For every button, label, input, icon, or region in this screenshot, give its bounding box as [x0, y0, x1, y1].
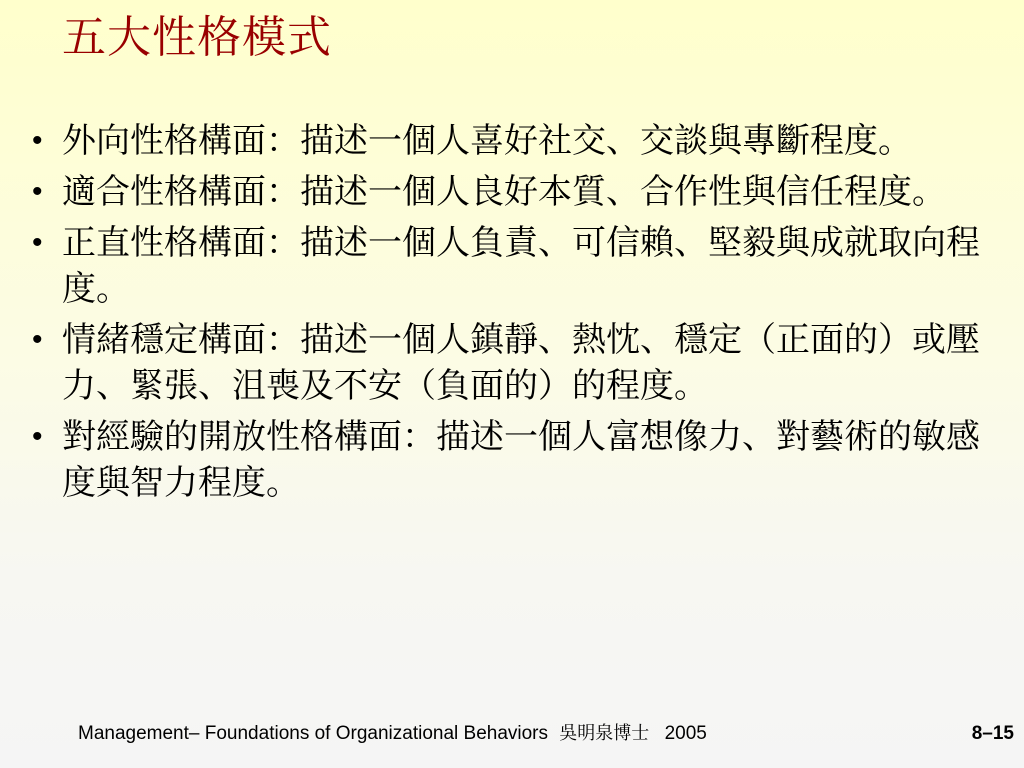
- bullet-text: 情緒穩定構面：描述一個人鎮靜、熱忱、穩定（正面的）或壓力、緊張、沮喪及不安（負面的）的程度。: [62, 320, 980, 406]
- footer-course: Management– Foundations of Organizational Behaviors: [78, 723, 549, 744]
- slide-title: 五大性格模式: [62, 12, 332, 63]
- bullet-icon: •: [32, 323, 43, 356]
- footer-author: 吳明泉博士: [559, 723, 650, 744]
- bullet-icon: •: [32, 420, 43, 453]
- bullet-item: [30, 169, 980, 215]
- bullet-text: 適合性格構面：描述一個人良好本質、合作性與信任程度。: [62, 172, 946, 212]
- footer-year: 2005: [664, 723, 707, 744]
- bullet-text: 對經驗的開放性格構面：描述一個人富想像力、對藝術的敏感度與智力程度。: [62, 417, 980, 503]
- bullet-item: [30, 317, 980, 409]
- slide-footer: [78, 722, 707, 746]
- bullet-icon: •: [32, 175, 43, 208]
- bullet-icon: •: [32, 226, 43, 259]
- bullet-text: 正直性格構面：描述一個人負責、可信賴、堅毅與成就取向程度。: [62, 223, 980, 309]
- bullet-item: [30, 220, 980, 312]
- bullet-item: [30, 414, 980, 506]
- bullet-item: [30, 118, 980, 164]
- bullet-icon: •: [32, 124, 43, 157]
- page-number: 8–15: [971, 723, 1014, 744]
- bullet-list: [30, 118, 980, 511]
- bullet-text: 外向性格構面：描述一個人喜好社交、交談與專斷程度。: [62, 121, 912, 161]
